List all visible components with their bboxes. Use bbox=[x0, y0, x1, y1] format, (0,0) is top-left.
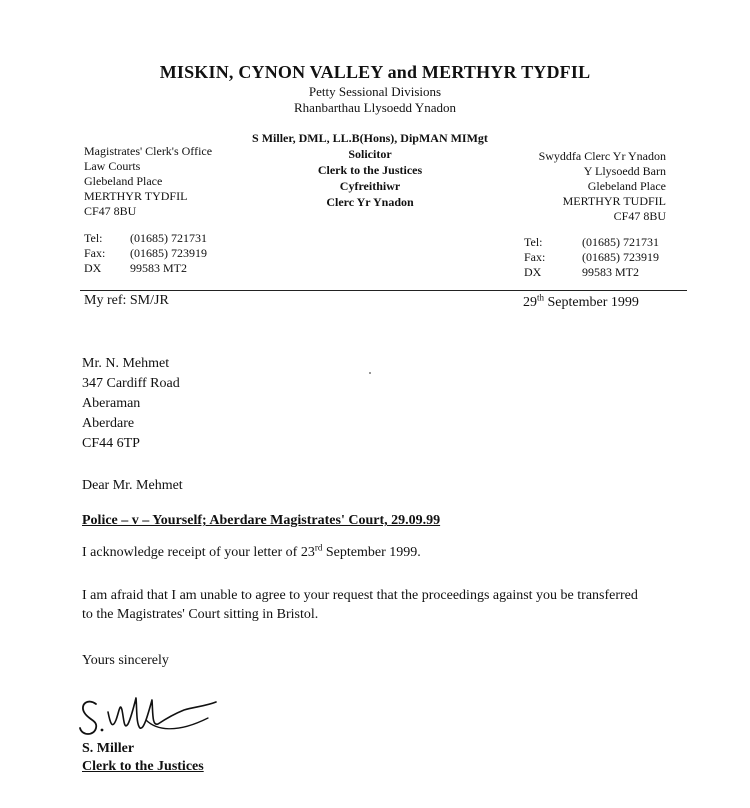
para1-suffix: rd bbox=[314, 542, 323, 553]
subject-heading: Police – v – Yourself; Aberdare Magistrates' Court, 29.09.99 bbox=[82, 513, 441, 528]
contact-label: Tel: bbox=[524, 235, 543, 249]
office-address-welsh bbox=[480, 149, 666, 224]
signer-block bbox=[82, 740, 204, 776]
address-line: Magistrates' Clerk's Office bbox=[84, 144, 213, 158]
contact-value: 99583 MT2 bbox=[582, 265, 639, 279]
contact-value: (01685) 723919 bbox=[130, 246, 207, 260]
my-reference: My ref: SM/JR bbox=[84, 293, 169, 308]
handwritten-signature bbox=[76, 690, 226, 747]
closing: Yours sincerely bbox=[82, 653, 169, 668]
date-suffix: th bbox=[537, 292, 545, 303]
address-line: Swyddfa Clerc Yr Ynadon bbox=[538, 149, 666, 163]
paragraph-refusal: I am afraid that I am unable to agree to your request that the proceedings against you be transferred to the Magistrates' Court sitting in Bristol. bbox=[82, 588, 638, 622]
address-line: MERTHYR TUDFIL bbox=[562, 194, 666, 208]
contact-label: DX bbox=[524, 265, 542, 279]
recipient-name: Mr. N. Mehmet bbox=[82, 356, 170, 371]
address-line: Glebeland Place bbox=[587, 179, 666, 193]
salutation: Dear Mr. Mehmet bbox=[82, 478, 183, 493]
address-line: Y Llysoedd Barn bbox=[583, 164, 666, 178]
address-line: MERTHYR TYDFIL bbox=[84, 189, 188, 203]
contact-details-left bbox=[84, 231, 207, 276]
signer-title: Clerk to the Justices bbox=[82, 759, 204, 774]
recipient-address bbox=[82, 354, 180, 454]
letter-date bbox=[523, 292, 639, 311]
recipient-street: 347 Cardiff Road bbox=[82, 376, 180, 391]
address-line: CF47 8BU bbox=[613, 209, 666, 223]
clerk-role-clerk-welsh: Clerc Yr Ynadon bbox=[326, 195, 414, 209]
clerk-role-solicitor-welsh: Cyfreithiwr bbox=[339, 179, 401, 193]
para1-text-end: September 1999. bbox=[322, 545, 421, 560]
header-divider bbox=[80, 290, 687, 291]
address-line: CF47 8BU bbox=[84, 204, 137, 218]
contact-value: (01685) 721731 bbox=[130, 231, 207, 245]
contact-value: 99583 MT2 bbox=[130, 261, 187, 275]
contact-details-right bbox=[524, 235, 659, 280]
letterhead-subtitle-welsh: Rhanbarthau Llysoedd Ynadon bbox=[294, 100, 456, 115]
contact-label: Tel: bbox=[84, 231, 103, 245]
clerk-name: S Miller, DML, LL.B(Hons), DipMAN MIMgt bbox=[252, 131, 488, 145]
contact-label: Fax: bbox=[84, 246, 106, 260]
office-address-english bbox=[84, 144, 212, 219]
date-day: 29 bbox=[523, 295, 537, 310]
clerk-role-clerk: Clerk to the Justices bbox=[317, 163, 423, 177]
contact-value: (01685) 721731 bbox=[582, 235, 659, 249]
date-month-year: September 1999 bbox=[544, 295, 639, 310]
address-line: Law Courts bbox=[84, 159, 141, 173]
recipient-town: Aberdare bbox=[82, 416, 135, 431]
letterhead-title: MISKIN, CYNON VALLEY and MERTHYR TYDFIL bbox=[159, 62, 591, 82]
recipient-locality: Aberaman bbox=[82, 396, 141, 411]
address-line: Glebeland Place bbox=[84, 174, 163, 188]
clerk-credentials bbox=[250, 130, 490, 210]
contact-value: (01685) 723919 bbox=[582, 250, 659, 264]
clerk-role-solicitor: Solicitor bbox=[348, 147, 392, 161]
scan-speck bbox=[369, 372, 371, 374]
contact-label: DX bbox=[84, 261, 102, 275]
signature-graphic bbox=[76, 690, 226, 742]
letterhead-subtitle-english: Petty Sessional Divisions bbox=[308, 84, 442, 99]
signer-name: S. Miller bbox=[82, 741, 135, 756]
contact-label: Fax: bbox=[524, 250, 546, 264]
para1-text: I acknowledge receipt of your letter of 23 bbox=[82, 545, 315, 560]
paragraph-acknowledgement bbox=[82, 542, 421, 561]
recipient-postcode: CF44 6TP bbox=[82, 436, 140, 451]
